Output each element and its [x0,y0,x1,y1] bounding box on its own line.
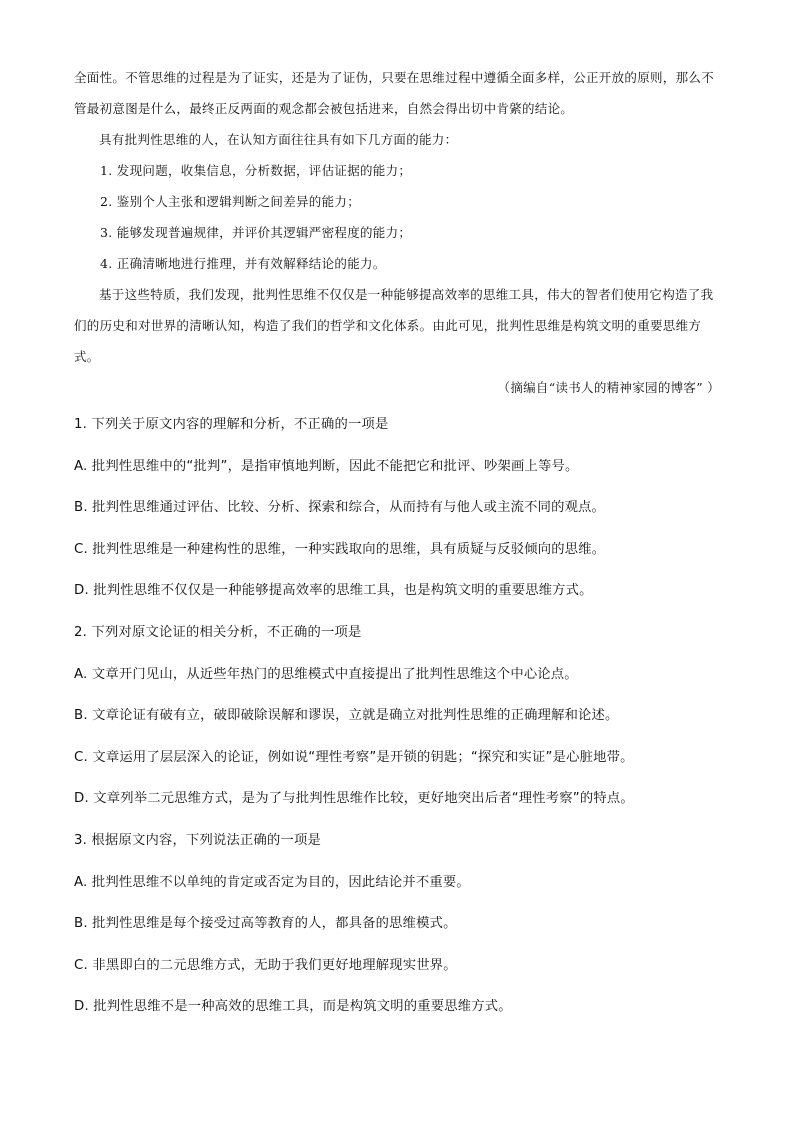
passage-paragraph: 全面性。不管思维的过程是为了证实，还是为了证伪，只要在思维过程中遵循全面多样，公正开放的原则，那么不管最初意图是什么，最终正反两面的观念都会被包括进来，自然会得出切中肯綮的结论。 [74,70,715,116]
option-a: A. 文章开门见山，从近些年热门的思维模式中直接提出了批判性思维这个中心论点。 [74,666,578,682]
option-d: D. 批判性思维不仅仅是一种能够提高效率的思维工具，也是构筑文明的重要思维方式。 [74,583,593,599]
ability-item: 3. 能够发现普遍规律，并评价其逻辑严密程度的能力； [100,225,412,240]
option-c: C. 文章运用了层层深入的论证，例如说“理性考察”是开锁的钥匙；“探究和实证”是心脏地带。 [74,749,634,765]
option-d: D. 批判性思维不是一种高效的思维工具，而是构筑文明的重要思维方式。 [74,999,512,1015]
passage-source: （摘编自“读书人的精神家园的博客” ） [497,380,720,395]
option-a: A. 批判性思维中的“批判”，是指审慎地判断，因此不能把它和批评、吵架画上等号。 [74,458,579,474]
option-c: C. 批判性思维是一种建构性的思维，一种实践取向的思维，具有质疑与反驳倾向的思维。 [74,541,606,557]
question-list [74,410,734,1034]
question-1 [74,410,734,618]
ability-item: 1. 发现问题，收集信息，分析数据，评估证据的能力； [100,163,412,178]
question-stem: 2. 下列对原文论证的相关分析，不正确的一项是 [74,624,362,640]
option-b: B. 文章论证有破有立，破即破除误解和谬误，立就是确立对批判性思维的正确理解和论述。 [74,708,619,724]
option-b: B. 批判性思维通过评估、比较、分析、探索和综合，从而持有与他人或主流不同的观点。 [74,500,606,516]
option-b: B. 批判性思维是每个接受过高等教育的人，都具备的思维模式。 [74,916,457,932]
question-2 [74,618,734,826]
ability-item: 2. 鉴别个人主张和逻辑判断之间差异的能力； [100,194,361,209]
question-3 [74,826,734,1034]
option-a: A. 批判性思维不以单纯的肯定或否定为目的，因此结论并不重要。 [74,874,470,890]
question-stem: 3. 根据原文内容，下列说法正确的一项是 [74,832,321,848]
question-stem: 1. 下列关于原文内容的理解和分析，不正确的一项是 [74,417,389,432]
ability-item: 4. 正确清晰地进行推理，并有效解释结论的能力。 [100,256,386,271]
option-c: C. 非黑即白的二元思维方式，无助于我们更好地理解现实世界。 [74,957,457,973]
passage-paragraph: 具有批判性思维的人，在认知方面往往具有如下几方面的能力： [99,132,458,147]
passage [74,62,724,403]
passage-paragraph: 基于这些特质，我们发现，批判性思维不仅仅是一种能够提高效率的思维工具，伟大的智者们使用它构造了我们的历史和对世界的清晰认知，构造了我们的哲学和文化体系。由此可见，批判性思维是构筑文明的重要思维方式。 [74,287,714,364]
option-d: D. 文章列举二元思维方式，是为了与批判性思维作比较，更好地突出后者“理性考察”的特点。 [74,791,634,807]
